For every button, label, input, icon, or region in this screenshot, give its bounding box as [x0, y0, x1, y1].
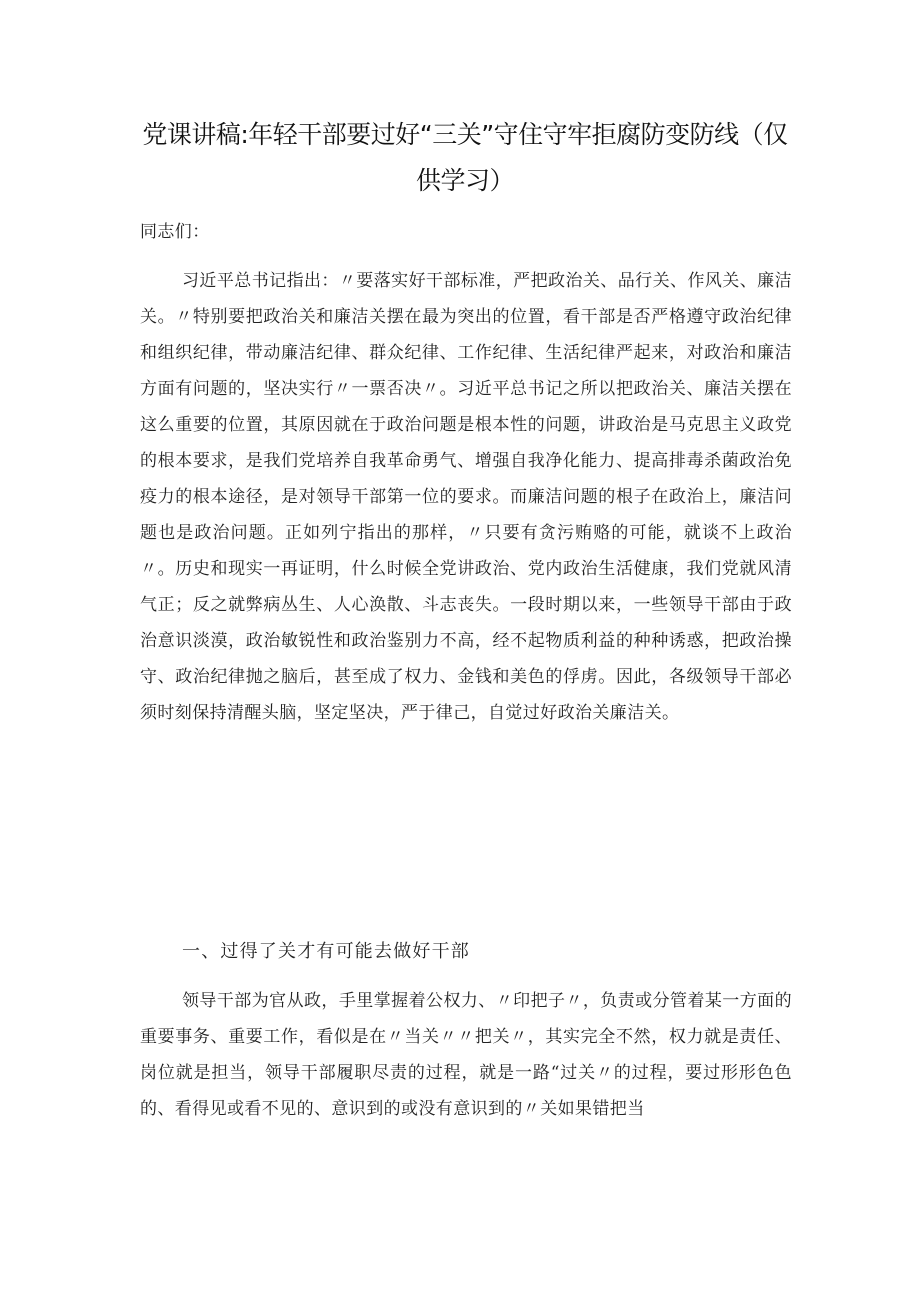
salutation: 同志们：	[140, 222, 210, 242]
body-paragraph: 领导干部为官从政，手里掌握着公权力、〃印把子〃，负责或分管着某一方面的重要事务、重要工作，看似是在〃当关〃〃把关〃，其实完全不然，权力就是责任、岗位就是担当，领导干部履职尽责的过程，就是一路“过关〃的过程，要过形形色色的、看得见或看不见的、意识到的或没有意识到的〃关如果错把当	[140, 991, 792, 1119]
body-paragraph: 习近平总书记指出：〃要落实好干部标准，严把政治关、品行关、作风关、廉洁关。〃特别要把政治关和廉洁关摆在最为突出的位置，看干部是否严格遵守政治纪律和组织纪律，带动廉洁纪律、群众纪律、工作纪律、生活纪律严起来，对政治和廉洁方面有问题的，坚决实行〃一票否决〃。习近平总书记之所以把政治关、廉洁关摆在这么重要的位置，其原因就在于政治问题是根本性的问题，讲政治是马克思主义政党的根本要求，是我们党培养自我革命勇气、增强自我净化能力、提高排毒杀菌政治免疫力的根本途径，是对领导干部第一位的要求。而廉洁问题的根子在政治上，廉洁问题也是政治问题。正如列宁指出的那样，〃只要有贪污贿赂的可能，就谈不上政治〃。历史和现实一再证明，什么时候全党讲政治、党内政治生活健康，我们党就风清气正；反之就弊病丛生、人心涣散、斗志丧失。一段时期以来，一些领导干部由于政治意识淡漠，政治敏锐性和政治鉴别力不高，经不起物质利益的种种诱惑，把政治操守、政治纪律抛之脑后，甚至成了权力、金钱和美色的俘虏。因此，各级领导干部必须时刻保持清醒头脑，坚定坚决，严于律己，自觉过好政治关廉洁关。	[140, 271, 792, 723]
document-title: 党课讲稿:年轻干部要过好“三关”守住守牢拒腐防变防线（仅供学习）	[142, 120, 788, 195]
section-heading: 一、过得了关才有可能去做好干部	[182, 941, 470, 962]
